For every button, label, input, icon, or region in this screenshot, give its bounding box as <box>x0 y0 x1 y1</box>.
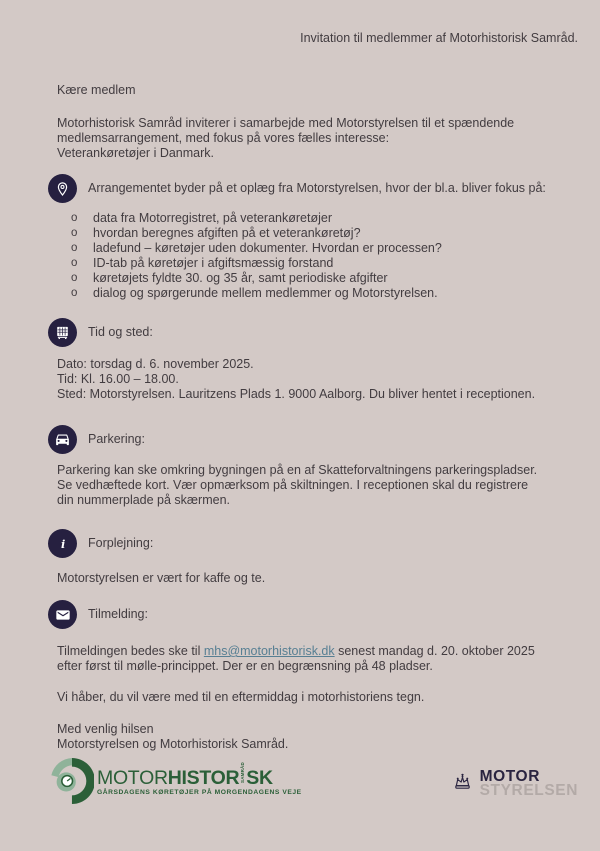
catering-text: Motorstyrelsen er vært for kaffe og te. <box>57 571 266 585</box>
signoff-line: Med venlig hilsen <box>57 722 154 736</box>
registration-line1 <box>57 644 578 659</box>
info-icon <box>48 529 77 558</box>
list-item <box>57 271 578 286</box>
list-item <box>57 286 578 301</box>
list-item <box>57 211 578 226</box>
motorhistorisk-wordmark <box>97 762 302 789</box>
calendar-icon <box>48 318 77 347</box>
catering-label: Forplejning: <box>88 536 154 550</box>
bullet-marker: o <box>71 257 78 269</box>
crown-icon <box>451 770 474 795</box>
motorstyrelsen-logo <box>451 769 578 798</box>
registration-paragraph <box>57 644 578 674</box>
list-item <box>57 256 578 271</box>
svg-text:i: i <box>61 536 66 551</box>
intro-line: medlemsarrangement, med fokus på vores fælles interesse: <box>57 131 390 145</box>
registration-line2: efter først til mølle-princippet. Der er en begrænsning på 48 pladser. <box>57 659 433 673</box>
motorhistorisk-logo-text <box>97 762 302 797</box>
parking-line: din nummerplade på skærmen. <box>57 493 230 507</box>
intro-line: Motorhistorisk Samråd inviterer i samarbejde med Motorstyrelsen til et spændende <box>57 116 515 130</box>
letter-title: Invitation til medlemmer af Motorhistorisk Samråd. <box>300 31 578 45</box>
agenda-list <box>57 211 578 301</box>
signoff <box>57 722 578 752</box>
section-time-place-header <box>57 318 578 347</box>
motorhistorisk-tagline: GÅRSDAGENS KØRETØJER PÅ MORGENDAGENS VEJE <box>97 789 302 796</box>
parking-line: Parkering kan ske omkring bygningen på en af Skatteforvaltningens parkeringspladser. <box>57 463 538 477</box>
time-place-details <box>57 357 578 402</box>
motorstyrelsen-logo-text <box>480 769 578 798</box>
list-item-text: dialog og spørgerunde mellem medlemmer og Motorstyrelsen. <box>93 286 438 300</box>
motorstyrelsen-line2: STYRELSEN <box>479 781 578 799</box>
list-item-text: ladefund – køretøjer uden dokumenter. Hvordan er processen? <box>93 241 442 255</box>
signoff-line: Motorstyrelsen og Motorhistorisk Samråd. <box>57 737 289 751</box>
time-place-label: Tid og sted: <box>88 325 153 339</box>
wordmark-sk: SK <box>246 767 273 789</box>
bullet-marker: o <box>71 227 78 239</box>
email-link[interactable]: mhs@motorhistorisk.dk <box>203 644 335 658</box>
bullet-marker: o <box>71 287 78 299</box>
list-item-text: data fra Motorregistret, på veterankøretøjer <box>93 211 332 225</box>
bullet-marker: o <box>71 272 78 284</box>
salutation: Kære medlem <box>57 83 136 97</box>
motorstyrelsen-line1: MOTOR <box>479 767 540 785</box>
agenda-heading: Arrangementet byder på et oplæg fra Motorstyrelsen, hvor der bl.a. bliver fokus på: <box>88 181 546 195</box>
date-line: Dato: torsdag d. 6. november 2025. <box>57 357 254 371</box>
motorhistorisk-logo <box>48 752 302 814</box>
section-catering-header <box>57 529 578 558</box>
place-line: Sted: Motorstyrelsen. Lauritzens Plads 1. 9000 Aalborg. Du bliver hentet i receptionen. <box>57 387 536 401</box>
list-item <box>57 241 578 256</box>
closing-line: Vi håber, du vil være med til en eftermiddag i motorhistoriens tegn. <box>57 690 425 704</box>
intro-paragraph <box>57 116 578 161</box>
wordmark-histor: HISTOR <box>167 767 240 789</box>
registration-label: Tilmelding: <box>88 607 148 621</box>
time-line: Tid: Kl. 16.00 – 18.00. <box>57 372 179 386</box>
bullet-marker: o <box>71 212 78 224</box>
section-registration-header <box>57 600 578 629</box>
list-item <box>57 226 578 241</box>
bullet-marker: o <box>71 242 78 254</box>
car-icon <box>48 425 77 454</box>
location-pin-icon <box>48 174 77 203</box>
list-item-text: ID-tab på køretøjer i afgiftsmæssig forstand <box>93 256 334 270</box>
envelope-icon <box>48 600 77 629</box>
footer <box>48 752 578 814</box>
parking-paragraph <box>57 463 578 508</box>
wordmark-motor: MOTOR <box>97 767 168 789</box>
registration-text-after: senest mandag d. 20. oktober 2025 <box>334 644 535 658</box>
parking-label: Parkering: <box>88 432 145 446</box>
registration-text-before: Tilmeldingen bedes ske til <box>57 644 204 658</box>
wordmark-samraad-vertical: SAMRÅD <box>240 762 246 783</box>
parking-line: Se vedhæftede kort. Vær opmærksom på skiltningen. I receptionen skal du registrere <box>57 478 529 492</box>
section-agenda-header <box>57 174 578 203</box>
section-parking-header <box>57 425 578 454</box>
intro-line: Veterankøretøjer i Danmark. <box>57 146 214 160</box>
list-item-text: hvordan beregnes afgiften på et veterankøretøj? <box>93 226 361 240</box>
list-item-text: køretøjets fyldte 30. og 35 år, samt periodiske afgifter <box>93 271 388 285</box>
motorhistorisk-logo-icon <box>48 752 94 814</box>
